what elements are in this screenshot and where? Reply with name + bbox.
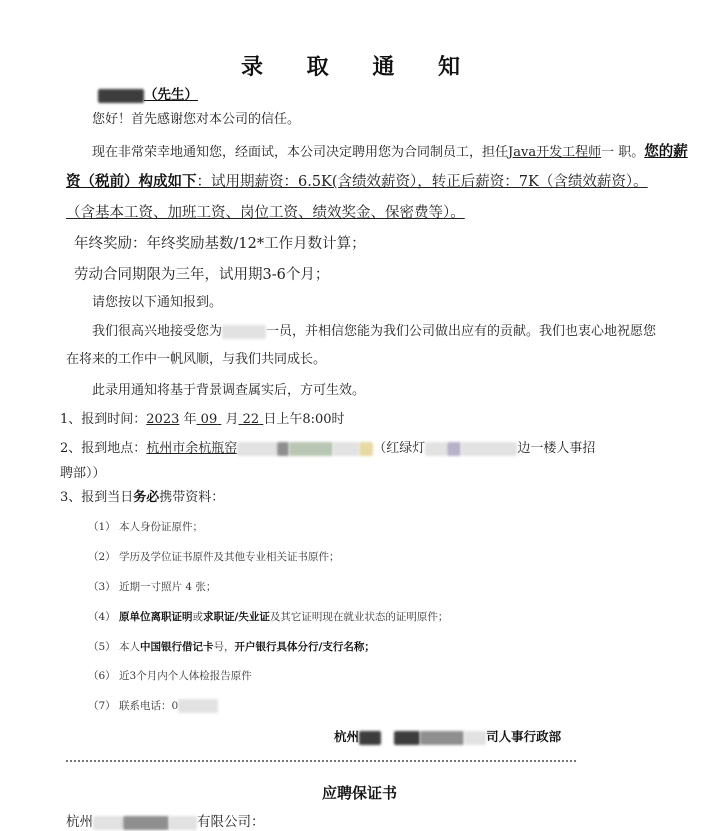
material-text: 学历及学位证书原件及其他专业相关证书原件； bbox=[119, 551, 340, 563]
materials-prefix: 3、报到当日 bbox=[60, 490, 134, 505]
company-signature bbox=[334, 727, 561, 745]
welcome-line-2: 在将来的工作中一帆风顺，与我们共同成长。 bbox=[66, 352, 327, 367]
report-day-wrap bbox=[239, 412, 264, 427]
materials-suffix: 携带资料： bbox=[159, 490, 225, 505]
redacted-guarantee-2 bbox=[123, 816, 169, 830]
redacted-address-2 bbox=[277, 442, 289, 456]
material-bold-1: 原单位离职证明 bbox=[119, 611, 193, 623]
material-num: （6） bbox=[88, 670, 116, 682]
address-start: 杭州市余杭瓶窑 bbox=[146, 441, 238, 456]
salutation-suffix: （先生） bbox=[144, 87, 198, 103]
page-title: 录 取 通 知 bbox=[241, 54, 478, 80]
material-text: 近期一寸照片 4 张； bbox=[119, 581, 217, 593]
offer-text-2: 一 职。 bbox=[601, 145, 645, 160]
guarantee-start: 杭州 bbox=[66, 814, 93, 830]
material-item-5 bbox=[88, 638, 375, 656]
salutation bbox=[98, 86, 198, 104]
redacted-name bbox=[98, 89, 144, 103]
address-end: 边一楼人事招 bbox=[517, 441, 596, 456]
guarantee-title: 应聘保证书 bbox=[321, 784, 397, 802]
material-bold-2: 开户银行具体分行/支行名称； bbox=[234, 641, 375, 653]
report-location-line-2: 聘部）） bbox=[60, 466, 106, 481]
year-end-bonus: 年终奖励：年终奖励基数/12*工作月数计算； bbox=[74, 236, 366, 252]
report-year: 2023 bbox=[146, 412, 180, 427]
material-num: （4） bbox=[88, 611, 116, 623]
year-unit: 年 bbox=[183, 412, 197, 427]
material-text-1: 或 bbox=[192, 611, 204, 623]
day-unit: 日上午8:00时 bbox=[263, 412, 345, 427]
material-item-6 bbox=[88, 667, 252, 685]
redacted-phone bbox=[178, 699, 218, 713]
guarantee-addressee bbox=[66, 813, 265, 831]
material-item-1 bbox=[88, 518, 203, 536]
salary-lead-start: 您的薪 bbox=[644, 143, 688, 160]
report-time-label: 1、报到时间： bbox=[60, 412, 147, 427]
material-text-2: 及其它证明现在就业状态的证明原件； bbox=[269, 611, 449, 623]
dotted-divider bbox=[66, 760, 576, 762]
redacted-signature-4 bbox=[464, 731, 486, 745]
materials-must: 务必 bbox=[133, 490, 160, 505]
redacted-address-5 bbox=[359, 442, 373, 456]
report-location-label: 2、报到地点： bbox=[60, 441, 147, 456]
redacted-guarantee-3 bbox=[169, 816, 197, 830]
material-bold-2: 求职证/失业证 bbox=[203, 611, 270, 623]
material-num: （2） bbox=[88, 551, 116, 563]
redacted-address-4 bbox=[333, 442, 359, 456]
material-num: （3） bbox=[88, 581, 116, 593]
contract-term: 劳动合同期限为三年，试用期3-6个月； bbox=[74, 267, 330, 283]
background-check: 此录用通知将基于背景调查属实后，方可生效。 bbox=[92, 383, 366, 398]
redacted-company bbox=[222, 325, 266, 339]
redacted-address-1 bbox=[237, 442, 277, 456]
material-num: （7） bbox=[88, 700, 116, 712]
material-num: （5） bbox=[88, 641, 116, 653]
welcome-text-1: 我们很高兴地接受您为 bbox=[92, 324, 223, 339]
report-location bbox=[60, 440, 595, 458]
welcome-text-2: 一员，并相信您能为我们公司做出应有的贡献。我们也衷心地祝愿您 bbox=[266, 324, 657, 339]
salary-line bbox=[66, 173, 648, 191]
address-mid: （红绿灯 bbox=[373, 441, 426, 456]
report-time bbox=[60, 411, 345, 429]
redacted-signature-2 bbox=[394, 731, 420, 745]
material-item-4 bbox=[88, 608, 448, 626]
offer-text-1: 现在非常荣幸地通知您，经面试，本公司决定聘用您为合同制员工，担任 bbox=[92, 145, 509, 160]
material-text-2: 号， bbox=[213, 641, 235, 653]
redacted-guarantee-1 bbox=[93, 816, 123, 830]
signature-start: 杭州 bbox=[334, 729, 360, 744]
report-notice: 请您按以下通知报到。 bbox=[92, 295, 223, 310]
material-num: （1） bbox=[88, 521, 116, 533]
salary-lead: 资（税前）构成如下 bbox=[66, 173, 197, 190]
report-day: 22 bbox=[242, 412, 260, 427]
redacted-address-3 bbox=[289, 442, 333, 456]
report-month: 09 bbox=[200, 412, 218, 427]
salary-components bbox=[66, 204, 465, 222]
month-unit: 月 bbox=[225, 412, 239, 427]
redacted-address-7 bbox=[447, 442, 461, 456]
material-item-2 bbox=[88, 548, 340, 566]
welcome-paragraph bbox=[92, 323, 656, 341]
salary-body: ：试用期薪资：6.5K(含绩效薪资），转正后薪资：7K（含绩效薪资）。 bbox=[196, 174, 648, 190]
redacted-address-8 bbox=[461, 442, 517, 456]
material-text: 近3个月内个人体检报告原件 bbox=[119, 670, 252, 682]
material-bold-1: 中国银行借记卡 bbox=[140, 641, 214, 653]
offer-paragraph bbox=[92, 143, 688, 162]
greeting: 您好！首先感谢您对本公司的信任。 bbox=[92, 112, 301, 127]
material-item-3 bbox=[88, 578, 216, 596]
report-month-wrap bbox=[197, 412, 222, 427]
redacted-address-6 bbox=[425, 442, 447, 456]
material-text: 联系电话：0 bbox=[119, 700, 179, 712]
material-text-1: 本人 bbox=[119, 641, 141, 653]
signature-end: 司人事行政部 bbox=[486, 729, 562, 744]
materials-heading bbox=[60, 489, 224, 507]
redacted-signature-3 bbox=[420, 731, 464, 745]
job-position: Java开发工程师 bbox=[508, 145, 602, 160]
guarantee-end: 有限公司： bbox=[197, 814, 265, 830]
salary-components-text: （含基本工资、加班工资、岗位工资、绩效奖金、保密费等）。 bbox=[66, 205, 465, 221]
material-text: 本人身份证原件； bbox=[119, 521, 204, 533]
material-item-7 bbox=[88, 697, 218, 715]
redacted-signature-1 bbox=[359, 731, 381, 745]
